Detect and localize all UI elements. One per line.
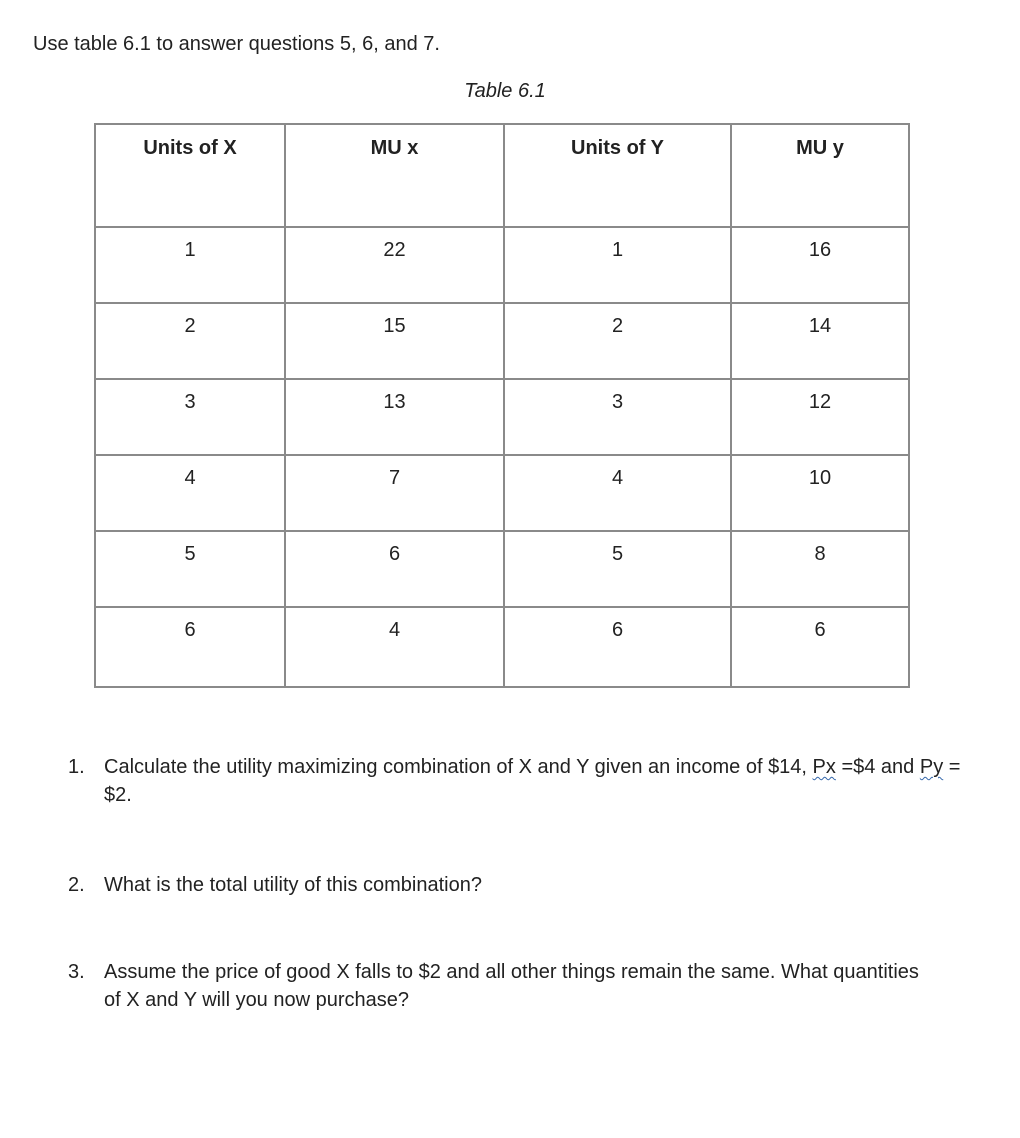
- cell-units-x: 3: [95, 379, 285, 455]
- cell-units-x: 4: [95, 455, 285, 531]
- cell-mu-y: 10: [731, 455, 909, 531]
- question-text: [104, 753, 968, 809]
- cell-units-y: 5: [504, 531, 731, 607]
- table-row: [95, 455, 909, 531]
- cell-units-y: 2: [504, 303, 731, 379]
- table-row: [95, 227, 909, 303]
- question-number: 3.: [68, 961, 85, 983]
- cell-mu-x: 15: [285, 303, 504, 379]
- cell-mu-y: 14: [731, 303, 909, 379]
- table-caption: Table 6.1: [464, 80, 546, 102]
- cell-mu-x: 22: [285, 227, 504, 303]
- cell-mu-y: 8: [731, 531, 909, 607]
- cell-mu-x: 7: [285, 455, 504, 531]
- cell-mu-y: 6: [731, 607, 909, 687]
- table-row: [95, 379, 909, 455]
- question-text: Assume the price of good X falls to $2 and all other things remain the same. What quantities of X and Y will you now purchase?: [104, 961, 919, 1011]
- cell-units-x: 6: [95, 607, 285, 687]
- question-text-part: = $2.: [104, 756, 961, 806]
- cell-units-y: 3: [504, 379, 731, 455]
- cell-units-x: 2: [95, 303, 285, 379]
- header-mu-y: MU y: [731, 124, 909, 227]
- table-header-row: [95, 124, 909, 227]
- cell-units-x: 1: [95, 227, 285, 303]
- cell-mu-y: 16: [731, 227, 909, 303]
- table-row: [95, 303, 909, 379]
- cell-units-y: 4: [504, 455, 731, 531]
- header-mu-x: MU x: [285, 124, 504, 227]
- intro-text: Use table 6.1 to answer questions 5, 6, and 7.: [33, 33, 440, 55]
- question-1: [68, 753, 968, 809]
- py-term: Py: [919, 756, 944, 778]
- table-row: [95, 607, 909, 687]
- question-number: 2.: [68, 874, 85, 896]
- cell-mu-x: 4: [285, 607, 504, 687]
- cell-mu-x: 6: [285, 531, 504, 607]
- cell-units-x: 5: [95, 531, 285, 607]
- question-text: What is the total utility of this combination?: [104, 874, 482, 896]
- px-term: Px: [812, 756, 836, 778]
- header-units-x: Units of X: [95, 124, 285, 227]
- question-3: [68, 958, 928, 1014]
- cell-units-y: 1: [504, 227, 731, 303]
- header-units-y: Units of Y: [504, 124, 731, 227]
- cell-mu-x: 13: [285, 379, 504, 455]
- cell-mu-y: 12: [731, 379, 909, 455]
- question-text-part: =$4 and: [835, 756, 920, 778]
- table-row: [95, 531, 909, 607]
- cell-units-y: 6: [504, 607, 731, 687]
- question-2: [68, 871, 968, 899]
- question-text-part: Calculate the utility maximizing combination of X and Y given an income of $14,: [104, 756, 813, 778]
- utility-table: [94, 123, 910, 688]
- question-number: 1.: [68, 756, 85, 778]
